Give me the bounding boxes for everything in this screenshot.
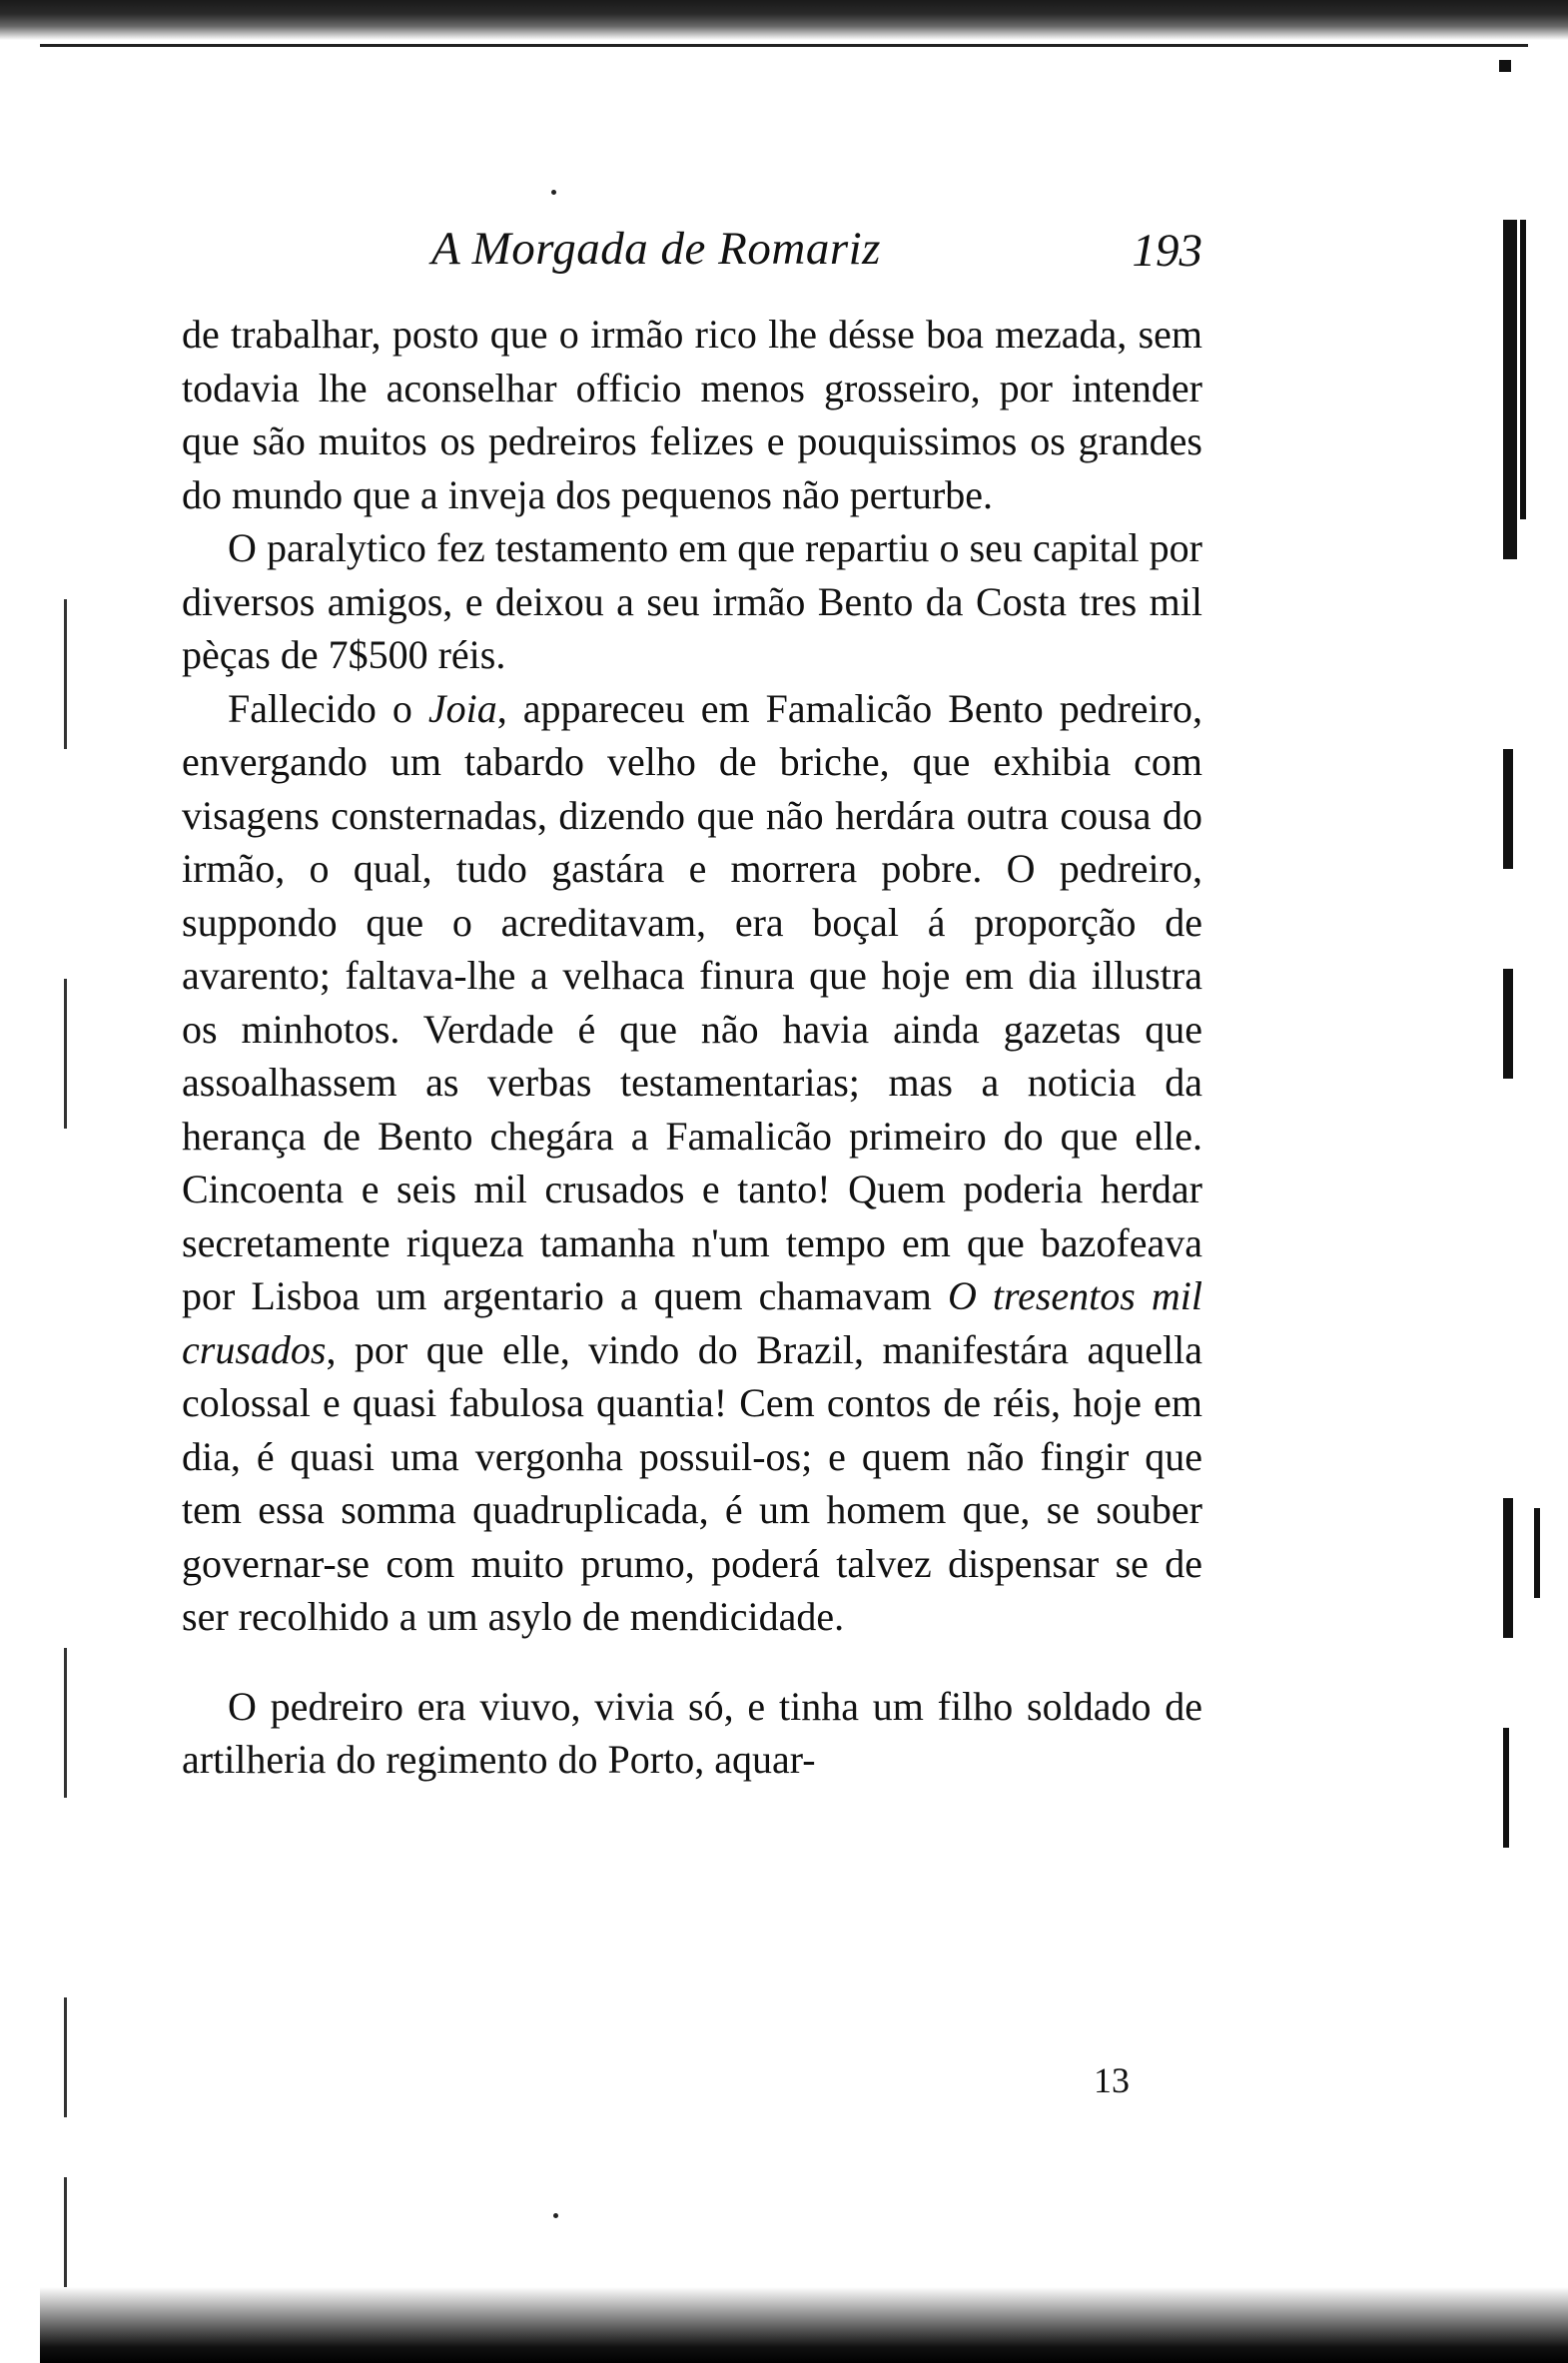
signature-mark: 13 — [1094, 2060, 1130, 2100]
book-page — [182, 200, 1202, 1787]
paragraph-text: , appareceu em Famalicão Bento pedreiro, envergando um tabardo velho de briche, que exhibia com visagens consternadas, dizendo que não herdára outra cousa do irmão, o qual, tudo gastára e morrera pobre. O pedreiro, suppondo que o acreditavam, era boçal á proporção de avarento; faltava-lhe a velhaca finura que hoje em dia illustra os minhotos. Verdade é que não havia ainda gazetas que assoalhassem as verbas testamentarias; mas a noticia da herança de Bento chegára a Famalicão primeiro do que elle. Cincoenta e seis mil crusados e tanto! Quem poderia herdar secretamente riqueza tamanha n'um tempo em que bazofeava por Lisboa um argentario a quem chamavam — [182, 685, 1202, 1318]
page-number: 193 — [1132, 225, 1202, 277]
scan-left-edge-mark — [64, 2177, 67, 2287]
italic-name: Joia — [427, 685, 497, 731]
scan-speck — [551, 190, 556, 195]
paragraph: de trabalhar, posto que o irmão rico lhe désse boa mezada, sem todavia lhe aconselhar officio menos grosseiro, por intender que são muitos os pedreiros felizes e pouquissimos os grandes do mundo que a inveja dos pequenos não perturbe. — [182, 312, 1202, 517]
scan-left-edge-mark — [64, 599, 67, 749]
paragraph — [182, 682, 1202, 1644]
scan-right-edge — [1498, 0, 1568, 2287]
scan-bottom-edge — [40, 2287, 1568, 2363]
body-text — [182, 308, 1202, 1787]
paragraph: O pedreiro era viuvo, vivia só, e tinha um filho soldado de artilheria do regimento do Porto, aquar- — [182, 1683, 1202, 1782]
page-header — [182, 200, 1202, 310]
italic-nickname: O tresentos mil crusados — [182, 1273, 1202, 1372]
paragraph: O paralytico fez testamento em que repartiu o seu capital por diversos amigos, e deixou a seu irmão Bento da Costa tres mil pèças de 7$500 réis. — [182, 525, 1202, 677]
paragraph-text: , por que elle, vindo do Brazil, manifestára aquella colossal e quasi fabulosa quantia! Cem contos de réis, hoje em dia, é quasi uma vergonha possuil-os; e quem não fingir que tem essa somma quadruplicada, é um homem que, se souber governar-se com muito prumo, poderá talvez dispensar se de ser recolhido a um asylo de mendicidade. — [182, 1326, 1202, 1639]
scan-top-rule — [40, 44, 1528, 47]
scan-left-edge-mark — [64, 1648, 67, 1798]
scan-speck — [553, 2213, 558, 2218]
paragraph-text: Fallecido o — [228, 685, 428, 731]
running-title: A Morgada de Romariz — [431, 223, 881, 275]
scan-left-edge-mark — [64, 979, 67, 1129]
scan-left-edge-mark — [64, 1997, 67, 2117]
scan-top-edge — [0, 0, 1568, 40]
